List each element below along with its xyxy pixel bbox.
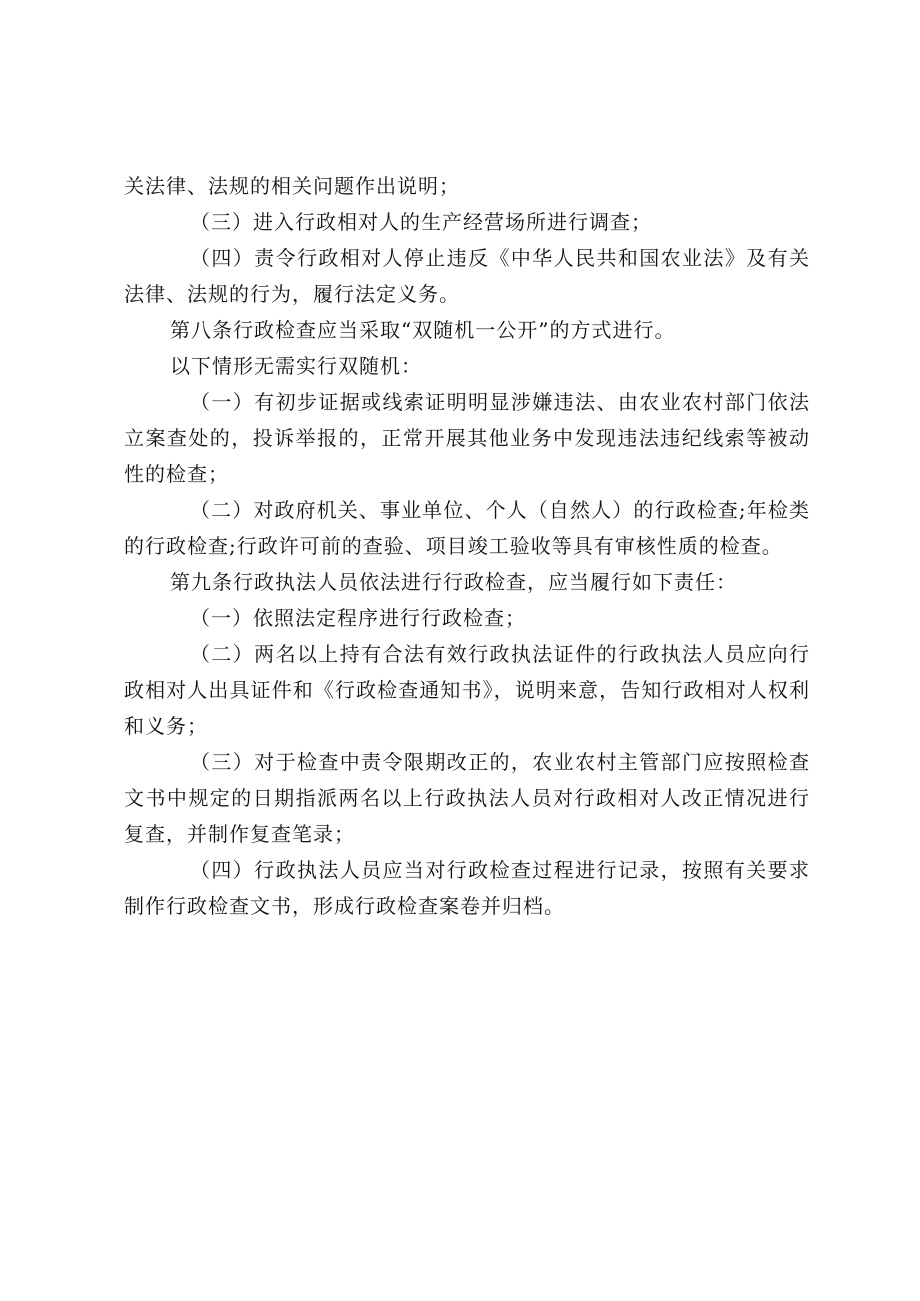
exemption-intro: 以下情形无需实行双随机：	[170, 354, 422, 378]
paragraph-item-3: （三）进入行政相对人的生产经营场所进行调查；	[190, 210, 652, 234]
document-body	[124, 168, 810, 924]
duty-item-4: （四）行政执法人员应当对行政检查过程进行记录，按照有关要求制作行政检查文书，形成行政检查案卷并归档。	[124, 858, 810, 918]
exemption-item-2: （二）对政府机关、事业单位、个人（自然人）的行政检查;年检类的行政检查;行政许可前的查验、项目竣工验收等具有审核性质的检查。	[124, 498, 810, 558]
duty-item-1: （一）依照法定程序进行行政检查；	[190, 606, 526, 630]
article-8-heading: 第八条行政检查应当采取“双随机一公开”的方式进行。	[170, 318, 676, 342]
duty-item-3: （三）对于检查中责令限期改正的，农业农村主管部门应按照检查文书中规定的日期指派两名以上行政执法人员对行政相对人改正情况进行复查，并制作复查笔录；	[124, 750, 810, 846]
paragraph-continuation: 关法律、法规的相关问题作出说明；	[124, 174, 460, 198]
duty-item-2: （二）两名以上持有合法有效行政执法证件的行政执法人员应向行政相对人出具证件和《行政检查通知书》，说明来意，告知行政相对人权利和义务；	[124, 642, 810, 738]
exemption-item-1: （一）有初步证据或线索证明明显涉嫌违法、由农业农村部门依法立案查处的，投诉举报的，正常开展其他业务中发现违法违纪线索等被动性的检查；	[124, 390, 810, 486]
paragraph-item-4: （四）责令行政相对人停止违反《中华人民共和国农业法》及有关法律、法规的行为，履行法定义务。	[124, 246, 810, 306]
article-9-heading: 第九条行政执法人员依法进行行政检查，应当履行如下责任：	[170, 570, 737, 594]
